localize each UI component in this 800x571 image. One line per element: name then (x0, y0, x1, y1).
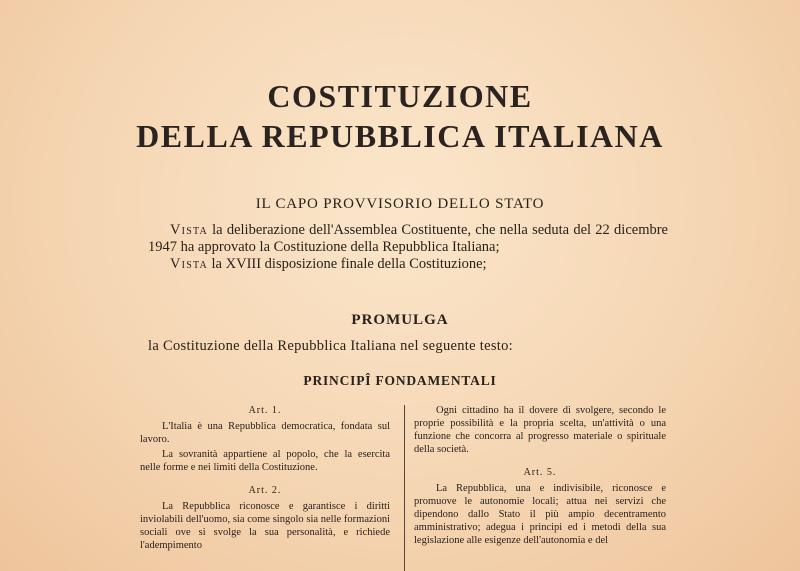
promulga-text: la Costituzione della Repubblica Italiana nel seguente testo: (148, 338, 513, 354)
title-line-2: DELLA REPUBBLICA ITALIANA (136, 118, 664, 154)
column-divider (404, 405, 405, 571)
art-2-paragraph-1: La Repubblica riconosce e garantisce i diritti inviolabili dell'uomo, sia come singolo sia nelle formazioni sociali ove si svolge la sua personalità, e richiede l'adempimento (140, 501, 390, 551)
art-1-paragraph-1: L'Italia è una Repubblica democratica, fondata sul lavoro. (140, 421, 390, 445)
art-2-heading: Art. 2. (248, 485, 282, 496)
art-1-paragraph-2: La sovranità appartiene al popolo, che la esercita nelle forme e nei limiti della Costituzione. (140, 449, 390, 473)
art-1-heading: Art. 1. (248, 405, 282, 416)
preamble-paragraph-2 (148, 256, 668, 273)
art-5-paragraph-1: La Repubblica, una e indivisibile, riconosce e promuove le autonomie locali; attua nei servizi che dipendono dallo Stato il più ampio decentramento amministrativo; adegua i principi ed i metodi della sua legislazione alle esigenze dell'autonomia e del (414, 483, 666, 546)
right-column (414, 404, 666, 549)
preamble-lead-2: Vista (170, 256, 208, 272)
preamble-text-1: la deliberazione dell'Assemblea Costituente, che nella seduta del 22 dicembre 1947 ha approvato la Costituzione della Repubblica Italiana; (148, 222, 668, 255)
preamble-lead-1: Vista (170, 222, 208, 238)
preamble-text-2: la XVIII disposizione finale della Costituzione; (207, 256, 487, 272)
title-line-1: COSTITUZIONE (267, 78, 533, 114)
promulga-heading: PROMULGA (351, 312, 449, 328)
art-5-heading: Art. 5. (523, 467, 557, 478)
preamble-paragraph-1 (148, 222, 668, 256)
capo-heading: IL CAPO PROVVISORIO DELLO STATO (255, 196, 545, 212)
preamble (148, 222, 668, 273)
principi-heading: PRINCIPÎ FONDAMENTALI (303, 373, 497, 388)
left-column (140, 404, 390, 554)
art-4-paragraph-2: Ogni cittadino ha il dovere di svolgere, secondo le proprie possibilità e la propria scelta, un'attività o una funzione che concorra al progresso materiale o spirituale della società. (414, 405, 666, 455)
